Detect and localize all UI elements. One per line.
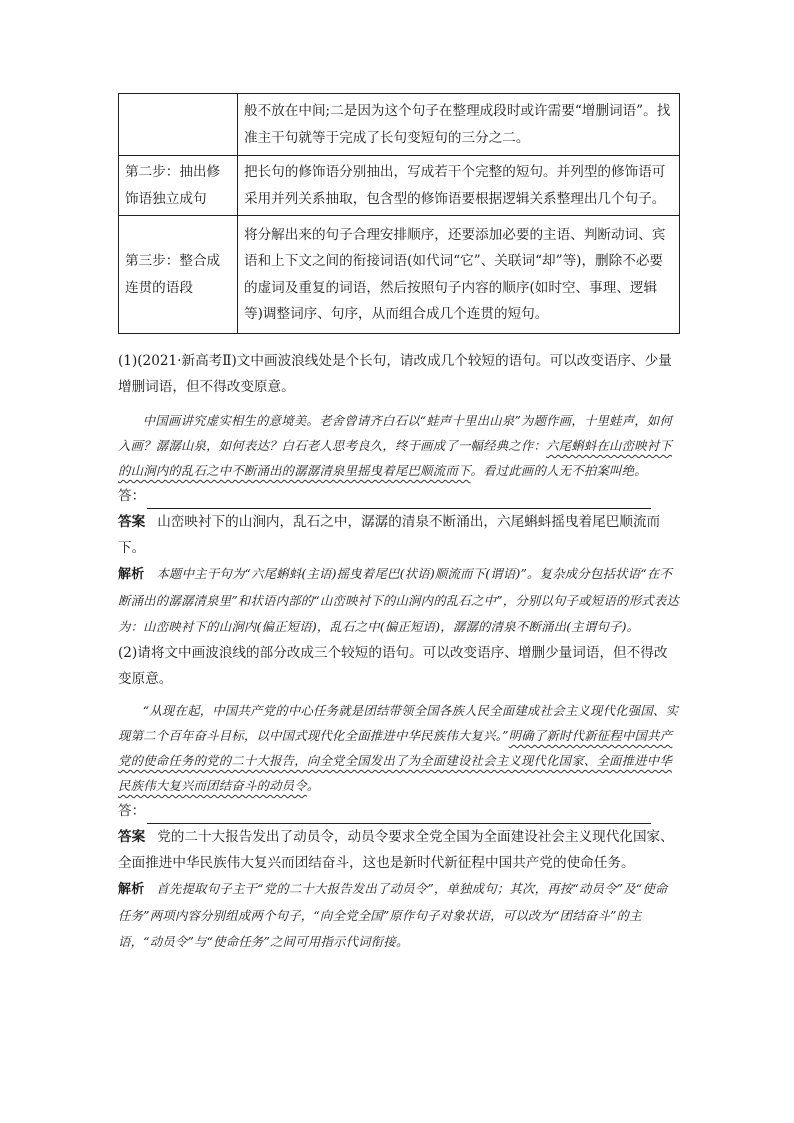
passage-1-after: 。看过此画的人无不拍案叫绝。	[470, 463, 647, 478]
passage-1	[118, 408, 680, 483]
step-cell: 第二步：抽出修饰语独立成句	[119, 156, 238, 216]
answer-label: 答案	[118, 829, 146, 845]
question-2: (2)请将文中画波浪线的部分改成三个较短的语句。可以改变语序、增删少量词语，但不得改变原意。	[118, 645, 668, 687]
answer-line-2	[118, 798, 680, 824]
explain-1	[118, 561, 680, 640]
answer-blank-2[interactable]	[147, 805, 651, 824]
table-row	[119, 216, 680, 334]
answer-2-text: 党的二十大报告发出了动员令，动员令要求全党全国为全面建设社会主义现代化国家、全面推进中华民族伟大复兴而团结奋斗，这也是新时代新征程中国共产党的使命任务。	[118, 829, 674, 871]
passage-2-after: 。	[306, 778, 320, 793]
table-row	[119, 94, 680, 156]
table-row	[119, 156, 680, 216]
answer-1-text: 山峦映衬下的山涧内，乱石之中，潺潺的清泉不断涌出，六尾蝌蚪摇曳着尾巴顺流而下。	[118, 514, 661, 556]
desc-cell: 把长句的修饰语分别抽出，写成若干个完整的短句。并列型的修饰语可采用并列关系抽取，包含型的修饰语要根据逻辑关系整理出几个句子。	[238, 156, 680, 216]
answer-2	[118, 824, 680, 876]
explain-label: 解析	[118, 882, 145, 897]
answer-line-1	[118, 483, 680, 509]
passage-2	[118, 698, 680, 798]
page	[118, 93, 680, 955]
passage-2-wavy: 明确了新时代新征程中国共产党的使命任务的党的二十大报告，向全党全国发出了为全面建设社会主义现代化国家、全面推进中华民族伟大复兴而团结奋斗的动员令	[118, 728, 673, 793]
answer-1	[118, 509, 680, 561]
step-cell: 第三步：整合成连贯的语段	[119, 216, 238, 334]
answer-blank-1[interactable]	[147, 490, 651, 509]
passage-2-before: “从现在起，中国共产党的中心任务就是团结带领全国各族人民全面建成社会主义现代化强国、实现第二个百年奋斗目标，以中国式现代化全面推进中华民族伟大复兴。”	[118, 703, 679, 743]
passage-1-wavy: 六尾蝌蚪在山峦映衬下的山涧内的乱石之中不断涌出的潺潺清泉里摇曳着尾巴顺流而下	[118, 438, 672, 478]
answer-prompt: 答：	[118, 488, 146, 504]
desc-cell: 般不放在中间;二是因为这个句子在整理成段时或许需要“增删词语”。找准主干句就等于完成了长句变短句的三分之二。	[238, 94, 680, 156]
explain-2	[118, 876, 680, 955]
step-cell	[119, 94, 238, 156]
answer-prompt: 答：	[118, 803, 146, 819]
explain-label: 解析	[118, 567, 145, 582]
explain-1-text: 本题中主干句为“六尾蝌蚪(主语)摇曳着尾巴(状语)顺流而下(谓语)”。复杂成分包括状语“在不断涌出的潺潺清泉里”和状语内部的“山峦映衬下的山涧内的乱石之中”，分别以句子或短语的形式表达为：山峦映衬下的山涧内(偏正短语)，乱石之中(偏正短语)，潺潺的清泉不断涌出(主谓句子)。	[118, 566, 679, 634]
passage-1-before: 中国画讲究虚实相生的意境美。老舍曾请齐白石以“蛙声十里出山泉”为题作画，十里蛙声，如何入画？潺潺山泉，如何表达？白石老人思考良久，终于画成了一幅经典之作：	[118, 413, 673, 453]
steps-table	[118, 93, 680, 334]
question-1: (1)(2021·新高考Ⅱ)文中画波浪线处是个长句，请改成几个较短的语句。可以改变语序、少量增删词语，但不得改变原意。	[118, 353, 672, 395]
answer-label: 答案	[118, 514, 146, 530]
explain-2-text: 首先提取句子主干“党的二十大报告发出了动员令”，单独成句；其次，再按“动员令”及“使命任务”两项内容分别组成两个句子，“向全党全国”原作句子对象状语，可以改为“团结奋斗”的主语，“动员令”与“使命任务”之间可用指示代词衔接。	[118, 881, 668, 949]
desc-cell: 将分解出来的句子合理安排顺序，还要添加必要的主语、判断动词、宾语和上下文之间的衔接词语(如代词“它”、关联词“却”等)，删除不必要的虚词及重复的词语，然后按照句子内容的顺序(如时空、事理、逻辑等)调整词序、句序，从而组合成几个连贯的短句。	[238, 216, 680, 334]
